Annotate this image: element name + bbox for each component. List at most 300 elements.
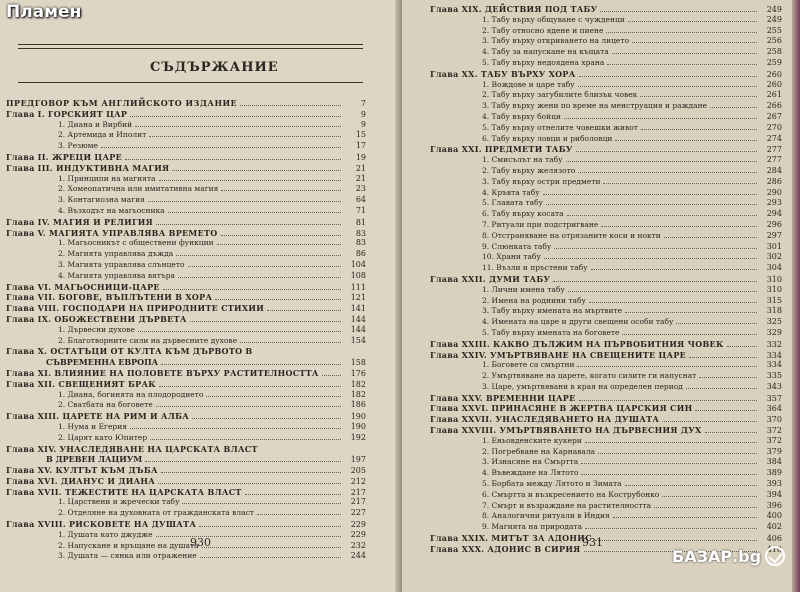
toc-entry-page: 186 xyxy=(350,400,366,410)
toc-entry xyxy=(6,411,366,422)
toc-entry-title: 1. Магьосникът с обществени функции xyxy=(58,238,214,248)
dot-leader xyxy=(603,183,757,184)
toc-entry-page: 394 xyxy=(766,489,782,499)
toc-entry xyxy=(430,371,782,382)
toc-entry-page: 256 xyxy=(766,36,782,46)
dot-leader xyxy=(245,494,341,495)
toc-entry xyxy=(430,447,782,458)
toc-entry-page: 104 xyxy=(350,259,366,269)
toc-entry-page: 176 xyxy=(350,368,366,378)
toc-entry-page: 9 xyxy=(360,109,366,119)
toc-entry xyxy=(6,206,366,217)
toc-entry-page: 232 xyxy=(350,540,366,550)
toc-entry-page: 379 xyxy=(766,446,782,456)
toc-entry-title: Глава XII. СВЕЩЕНИЯТ БРАК xyxy=(6,378,156,389)
toc-entry-page: 83 xyxy=(355,238,366,248)
toc-entry-page: 297 xyxy=(766,230,782,240)
toc-entry-title: 1. Диана и Вирбий xyxy=(58,119,133,129)
dot-leader xyxy=(178,277,341,278)
toc-entry-page: 7 xyxy=(360,99,366,108)
toc-entry xyxy=(6,476,366,487)
toc-entry xyxy=(430,511,782,522)
toc-entry-title: Глава V. МАГИЯТА УПРАВЛЯВА ВРЕМЕТО xyxy=(6,227,218,238)
toc-entry-title: 5. Борбата между Лятото и Зимата xyxy=(482,479,622,489)
toc-entry-title: 4. Кръвта табу xyxy=(482,187,540,197)
toc-entry-page: 325 xyxy=(766,317,782,327)
toc-entry xyxy=(430,436,782,447)
toc-entry-page: 111 xyxy=(350,282,366,292)
toc-entry xyxy=(430,144,782,155)
toc-entry xyxy=(6,238,366,249)
toc-entry-page: 144 xyxy=(350,324,366,334)
toc-entry-title: 2. Сватбата на боговете xyxy=(58,400,153,410)
toc-entry-title: Глава XIV. УНАСЛЕДЯВАНЕ НА ЦАРСКАТА ВЛАСТ xyxy=(6,443,258,454)
toc-entry-title: 9. Слюнката табу xyxy=(482,241,552,251)
toc-entry-title: 2. Табу относно ядене и пиене xyxy=(482,25,604,35)
toc-entry xyxy=(6,530,366,541)
toc-entry xyxy=(6,184,366,195)
dot-leader xyxy=(676,323,757,324)
toc-entry-title: Глава XIII. ЦАРЕТЕ НА РИМ И АЛБА xyxy=(6,411,190,422)
dot-leader xyxy=(689,357,757,358)
toc-entry-title: 1. Диана, богинята на плодородието xyxy=(58,389,204,399)
toc-entry xyxy=(6,130,366,141)
toc-entry-title: 2. Табу върху желязото xyxy=(482,165,576,175)
check-circle-icon xyxy=(765,546,785,566)
toc-entry-page: 400 xyxy=(766,511,782,521)
toc-entry-title: Глава XXX. АДОНИС В СИРИЯ xyxy=(430,543,581,554)
toc-entry xyxy=(430,177,782,188)
toc-entry-title: Глава XXIX. МИТЪТ ЗА АДОНИС xyxy=(430,533,592,544)
dot-leader xyxy=(727,346,757,347)
toc-entry xyxy=(430,403,782,414)
toc-entry-page: 310 xyxy=(766,284,782,294)
toc-entry xyxy=(430,123,782,134)
toc-entry xyxy=(430,198,782,209)
dot-leader xyxy=(148,201,341,202)
toc-entry xyxy=(430,47,782,58)
toc-entry-page: 71 xyxy=(355,205,366,215)
toc-entry xyxy=(430,425,782,436)
dot-leader xyxy=(221,190,341,191)
toc-entry-page: 190 xyxy=(350,421,366,431)
toc-entry-title: 3. Царе, умъртвявани в края на определен период xyxy=(482,381,683,391)
toc-entry xyxy=(6,465,366,476)
toc-entry-title: 3. Табу върху жени по време на менструация и раждане xyxy=(482,101,708,111)
toc-entry-title: Глава XXVII. УНАСЛЕДЯВАНЕТО НА ДУШАТА xyxy=(430,414,660,425)
toc-entry-page: 296 xyxy=(766,219,782,229)
toc-entry xyxy=(6,195,366,206)
toc-entry xyxy=(6,174,366,185)
toc-entry-title: Глава XXII. ДУМИ ТАБУ xyxy=(430,273,551,284)
toc-entry-page: 108 xyxy=(350,270,366,280)
toc-entry-title: 2. Царят като Юпитер xyxy=(58,432,148,442)
toc-entry-title: 2. Умъртвяване на царете, когато силите ги напуснат xyxy=(482,371,697,381)
toc-entry-page: 81 xyxy=(355,217,366,227)
dot-leader xyxy=(581,463,757,464)
toc-entry-page: 154 xyxy=(350,335,366,345)
toc-entry xyxy=(430,479,782,490)
toc-entry-page: 259 xyxy=(766,57,782,67)
toc-entry-page: 261 xyxy=(766,90,782,100)
toc-entry-title: 2. Артемида и Иполит xyxy=(58,130,147,140)
toc-entry-page: 21 xyxy=(355,173,366,183)
toc-entry-title: 4. Табу за напускане на къщата xyxy=(482,47,609,57)
toc-entry xyxy=(430,220,782,231)
toc-entry-page: 144 xyxy=(350,314,366,324)
toc-entry xyxy=(6,433,366,444)
toc-entry-title: 8. Аналогични ритуали в Индия xyxy=(482,511,610,521)
dot-leader xyxy=(156,536,341,537)
toc-entry-page: 294 xyxy=(766,209,782,219)
dot-leader xyxy=(662,421,757,422)
dot-leader xyxy=(182,503,341,504)
toc-entry-title: Глава IV. МАГИЯ И РЕЛИГИЯ xyxy=(6,216,154,227)
dot-leader xyxy=(613,517,757,518)
toc-entry-page: 335 xyxy=(766,371,782,381)
toc-entry xyxy=(430,339,782,350)
toc-entry xyxy=(430,468,782,479)
toc-entry xyxy=(6,454,366,465)
dot-leader xyxy=(546,204,757,205)
toc-entry-title: Глава VI. МАГЬОСНИЦИ-ЦАРЕ xyxy=(6,281,160,292)
toc-entry-title: 1. Вождове и царе табу xyxy=(482,79,575,89)
toc-entry xyxy=(6,487,366,498)
toc-entry xyxy=(430,69,782,80)
dot-leader xyxy=(163,289,341,290)
toc-entry-page: 304 xyxy=(766,263,782,273)
toc-entry xyxy=(430,166,782,177)
toc-entry xyxy=(430,134,782,145)
dot-leader xyxy=(662,496,757,497)
toc-entry xyxy=(430,414,782,425)
toc-entry-title: 4. Въвеждане на Лятото xyxy=(482,468,579,478)
toc-entry-title: 9. Магията на природата xyxy=(482,522,583,532)
dot-leader xyxy=(628,21,757,22)
title-rule xyxy=(18,82,363,83)
toc-entry xyxy=(6,120,366,131)
dot-leader xyxy=(699,377,757,378)
toc-entry xyxy=(6,422,366,433)
dot-leader xyxy=(654,507,757,508)
toc-entry-title: 4. Възходът на магьосника xyxy=(58,205,165,215)
toc-entry-page: 182 xyxy=(350,379,366,389)
toc-entry xyxy=(6,325,366,336)
toc-entry xyxy=(430,231,782,242)
toc-entry-title: 3. Табу върху остри предмети xyxy=(482,176,601,186)
toc-entry-page: 290 xyxy=(766,187,782,197)
dot-leader xyxy=(640,96,757,97)
toc-entry-title: 1. Нума и Егерия xyxy=(58,421,127,431)
toc-entry-page: 396 xyxy=(766,500,782,510)
toc-entry xyxy=(6,249,366,260)
dot-leader xyxy=(149,136,341,137)
toc-entry xyxy=(6,228,366,239)
toc-entry-title: 10. Храни табу xyxy=(482,252,541,262)
toc-entry-page: 402 xyxy=(766,522,782,532)
toc-entry xyxy=(6,551,366,562)
toc-entry-page: 229 xyxy=(350,529,366,539)
dot-leader xyxy=(632,42,757,43)
toc-right xyxy=(430,4,782,555)
toc-entry-title: Глава XXI. ПРЕДМЕТИ ТАБУ xyxy=(430,144,573,155)
dot-leader xyxy=(206,396,341,397)
dot-leader xyxy=(568,291,757,292)
dot-leader xyxy=(190,321,341,322)
toc-entry-title: Глава II. ЖРЕЦИ ЦАРЕ xyxy=(6,151,122,162)
toc-entry-page: 249 xyxy=(766,5,782,14)
toc-entry-title: 3. Контагиозна магия xyxy=(58,195,145,205)
dot-leader xyxy=(130,428,341,429)
toc-entry-title: Глава XV. КУЛТЪТ КЪМ ДЪБА xyxy=(6,465,158,476)
dot-leader xyxy=(168,212,341,213)
toc-entry-page: 372 xyxy=(766,426,782,436)
toc-entry-title: 3. Резюме xyxy=(58,141,98,151)
toc-entry-title: Глава XVII. ТЕЖЕСТИТЕ НА ЦАРСКАТА ВЛАСТ xyxy=(6,486,242,497)
toc-entry-title: 1. Принципи на магията xyxy=(58,173,156,183)
toc-entry-title: 3. Табу върху имената на мъртвите xyxy=(482,306,623,316)
toc-entry-title: 3. Изнасяне на Смъртта xyxy=(482,457,579,467)
toc-entry xyxy=(430,522,782,533)
toc-entry xyxy=(430,317,782,328)
dot-leader xyxy=(589,302,757,303)
toc-entry xyxy=(6,346,366,357)
page-number: 930 xyxy=(190,536,211,549)
dot-leader xyxy=(695,410,757,411)
toc-entry xyxy=(6,303,366,314)
page-title: СЪДЪРЖАНИЕ xyxy=(150,60,279,75)
toc-entry-title: Глава XVIII. РИСКОВЕТЕ НА ДУШАТА xyxy=(6,519,197,530)
logo xyxy=(672,546,785,566)
toc-entry-title: ПРЕДГОВОР КЪМ АНГЛИЙСКОТО ИЗДАНИЕ xyxy=(6,98,238,108)
dot-leader xyxy=(622,334,757,335)
toc-entry-page: 393 xyxy=(766,479,782,489)
toc-entry-page: 406 xyxy=(766,534,782,544)
toc-entry-title: 2. Табу върху загубилите близък човек xyxy=(482,90,638,100)
toc-entry xyxy=(430,242,782,253)
logo-text: БАЗАР.bg xyxy=(672,546,762,566)
dot-leader xyxy=(710,107,757,108)
toc-entry-title: 4. Магията управлява вятъра xyxy=(58,270,175,280)
toc-entry-title: 1. Царствени и жречески табу xyxy=(58,497,180,507)
toc-entry-title: Глава XXIV. УМЪРТВЯВАНЕ НА СВЕЩЕНИТЕ ЦАРЕ xyxy=(430,349,687,360)
dot-leader xyxy=(591,269,757,270)
toc-entry xyxy=(430,382,782,393)
toc-entry-page: 21 xyxy=(355,163,366,173)
watermark: Пламен xyxy=(6,2,82,22)
toc-entry-title: Глава XI. ВЛИЯНИЕ НА ПОЛОВЕТЕ ВЪРХУ РАСТИТЕЛНОСТТА xyxy=(6,367,319,378)
toc-entry xyxy=(430,350,782,361)
toc-entry xyxy=(430,285,782,296)
toc-entry-title: Глава I. ГОРСКИЯТ ЦАР xyxy=(6,108,128,119)
dot-leader xyxy=(159,386,341,387)
toc-entry xyxy=(430,58,782,69)
toc-entry xyxy=(430,155,782,166)
toc-entry-page: 266 xyxy=(766,101,782,111)
dot-leader xyxy=(598,453,757,454)
toc-entry-page: 64 xyxy=(355,195,366,205)
toc-entry xyxy=(6,519,366,530)
toc-entry xyxy=(6,163,366,174)
toc-entry-page: 217 xyxy=(350,487,366,497)
toc-entry xyxy=(430,360,782,371)
toc-entry xyxy=(430,393,782,404)
header-rule xyxy=(18,44,363,45)
toc-entry-title: 1. Лични имена табу xyxy=(482,284,565,294)
dot-leader xyxy=(172,170,341,171)
toc-entry xyxy=(6,400,366,411)
toc-entry xyxy=(6,368,366,379)
toc-entry-page: 277 xyxy=(766,145,782,155)
toc-entry-page: 301 xyxy=(766,241,782,251)
toc-entry xyxy=(430,490,782,501)
toc-entry xyxy=(6,390,366,401)
dot-leader xyxy=(267,310,341,311)
toc-entry-page: 190 xyxy=(350,412,366,422)
toc-entry-title: Глава XXVIII. УМЪРТВЯВАНЕТО НА ДЪРВЕСНИЯ ДУХ xyxy=(430,425,702,436)
dot-leader xyxy=(156,224,341,225)
toc-entry-page: 158 xyxy=(350,358,366,368)
toc-entry-title: 1. Душата като джудже xyxy=(58,529,153,539)
header-rule xyxy=(18,48,363,49)
dot-leader xyxy=(215,299,341,300)
toc-entry-title: Глава X. ОСТАТЪЦИ ОТ КУЛТА КЪМ ДЪРВОТО В xyxy=(6,346,253,357)
toc-entry-page: 310 xyxy=(766,274,782,284)
toc-entry-title: Глава III. ИНДУКТИВНА МАГИЯ xyxy=(6,162,170,173)
toc-entry-page: 141 xyxy=(350,304,366,314)
dot-leader xyxy=(615,140,757,141)
toc-entry-title: 1. Еньовденските кукери xyxy=(482,435,582,445)
toc-entry-page: 302 xyxy=(766,252,782,262)
dot-leader xyxy=(543,194,757,195)
dot-leader xyxy=(600,11,757,12)
toc-entry-page: 384 xyxy=(766,457,782,467)
dot-leader xyxy=(130,116,341,117)
toc-entry-page: 274 xyxy=(766,133,782,143)
toc-entry-page: 293 xyxy=(766,198,782,208)
toc-entry-page: 318 xyxy=(766,306,782,316)
toc-entry xyxy=(6,141,366,152)
toc-entry-page: 286 xyxy=(766,176,782,186)
toc-entry-page: 334 xyxy=(766,350,782,360)
toc-entry-page: 227 xyxy=(350,508,366,518)
toc-entry xyxy=(430,274,782,285)
toc-entry-title: Глава XXV. ВРЕМЕННИ ЦАРЕ xyxy=(430,392,576,403)
toc-entry-page: 212 xyxy=(350,476,366,486)
dot-leader xyxy=(188,266,342,267)
toc-entry-page: 249 xyxy=(766,14,782,24)
toc-entry-title: 2. Благотворните сили на дървесните духове xyxy=(58,335,238,345)
toc-entry-page: 229 xyxy=(350,520,366,530)
toc-entry xyxy=(6,314,366,325)
dot-leader xyxy=(240,105,341,106)
toc-entry-title: 4. Табу върху бойци xyxy=(482,111,561,121)
dot-leader xyxy=(125,159,341,160)
toc-entry xyxy=(6,282,366,293)
dot-leader xyxy=(564,118,757,119)
toc-entry-page: 255 xyxy=(766,25,782,35)
toc-entry-title: Глава XVI. ДИАНУС И ДИАНА xyxy=(6,475,156,486)
toc-entry xyxy=(430,36,782,47)
toc-entry xyxy=(430,26,782,37)
dot-leader xyxy=(601,226,757,227)
dot-leader xyxy=(612,53,757,54)
toc-entry-page: 343 xyxy=(766,381,782,391)
dot-leader xyxy=(161,364,341,365)
toc-entry-title: 2. Имена на роднини табу xyxy=(482,295,586,305)
dot-leader xyxy=(686,388,757,389)
toc-entry xyxy=(6,292,366,303)
toc-entry-page: 260 xyxy=(766,69,782,79)
toc-entry-page: 9 xyxy=(360,119,366,129)
toc-entry xyxy=(6,357,366,368)
dot-leader xyxy=(579,76,757,77)
dot-leader xyxy=(322,375,341,376)
toc-entry xyxy=(430,533,782,544)
toc-entry-page: 244 xyxy=(350,551,366,561)
dot-leader xyxy=(159,180,341,181)
toc-entry-page: 389 xyxy=(766,468,782,478)
dot-leader xyxy=(705,432,757,433)
toc-entry-title: Глава VII. БОГОВЕ, ВЪПЛЪТЕНИ В ХОРА xyxy=(6,292,213,303)
dot-leader xyxy=(158,483,341,484)
toc-entry xyxy=(430,501,782,512)
toc-entry-title: 4. Имената на царе и други свещени особи табу xyxy=(482,317,674,327)
toc-entry xyxy=(6,541,366,552)
toc-entry xyxy=(6,271,366,282)
dot-leader xyxy=(217,244,341,245)
dot-leader xyxy=(156,406,341,407)
toc-entry-page: 315 xyxy=(766,295,782,305)
toc-entry-page: 217 xyxy=(350,497,366,507)
toc-entry xyxy=(430,328,782,339)
dot-leader xyxy=(138,331,341,332)
toc-entry-title: 1. Смисълът на табу xyxy=(482,155,563,165)
toc-entry-page: 260 xyxy=(766,79,782,89)
toc-entry xyxy=(6,98,366,109)
toc-entry-title: Глава IX. ОБОЖЕСТВЕНИ ДЪРВЕТА xyxy=(6,313,187,324)
toc-entry-page: 192 xyxy=(350,432,366,442)
dot-leader xyxy=(199,526,341,527)
dot-leader xyxy=(150,439,341,440)
dot-leader xyxy=(625,485,757,486)
dot-leader xyxy=(576,151,757,152)
dot-leader xyxy=(579,400,757,401)
toc-entry-title: 2. Магията управлява дъжда xyxy=(58,249,174,259)
toc-entry-title: 7. Ритуали при подстригване xyxy=(482,219,599,229)
page-number: 931 xyxy=(582,536,603,549)
toc-entry-title: 6. Табу върху косата xyxy=(482,209,564,219)
toc-entry-title: 3. Магията управлява слънцето xyxy=(58,259,185,269)
toc-entry-title: 5. Табу върху отнелите човешки живот xyxy=(482,122,638,132)
toc-entry-title: 1. Дървесни духове xyxy=(58,324,135,334)
dot-leader xyxy=(145,461,341,462)
toc-entry xyxy=(6,336,366,347)
toc-entry-page: 258 xyxy=(766,47,782,57)
dot-leader xyxy=(553,281,757,282)
toc-entry-title: Глава XXIII. КАКВО ДЪЛЖИМ НА ПЪРВОБИТНИЯ ЧОВЕК xyxy=(430,338,724,349)
toc-entry-page: 364 xyxy=(766,404,782,414)
toc-entry-title: 2. Хомеопатична или имитативна магия xyxy=(58,184,219,194)
toc-entry-title: 5. Табу върху имената на боговете xyxy=(482,327,620,337)
toc-entry xyxy=(430,252,782,263)
toc-entry xyxy=(6,109,366,120)
toc-left xyxy=(6,98,366,562)
toc-entry-page: 182 xyxy=(350,389,366,399)
toc-entry-page: 17 xyxy=(355,141,366,151)
toc-entry-title: 5. Главата табу xyxy=(482,198,543,208)
toc-entry xyxy=(430,188,782,199)
